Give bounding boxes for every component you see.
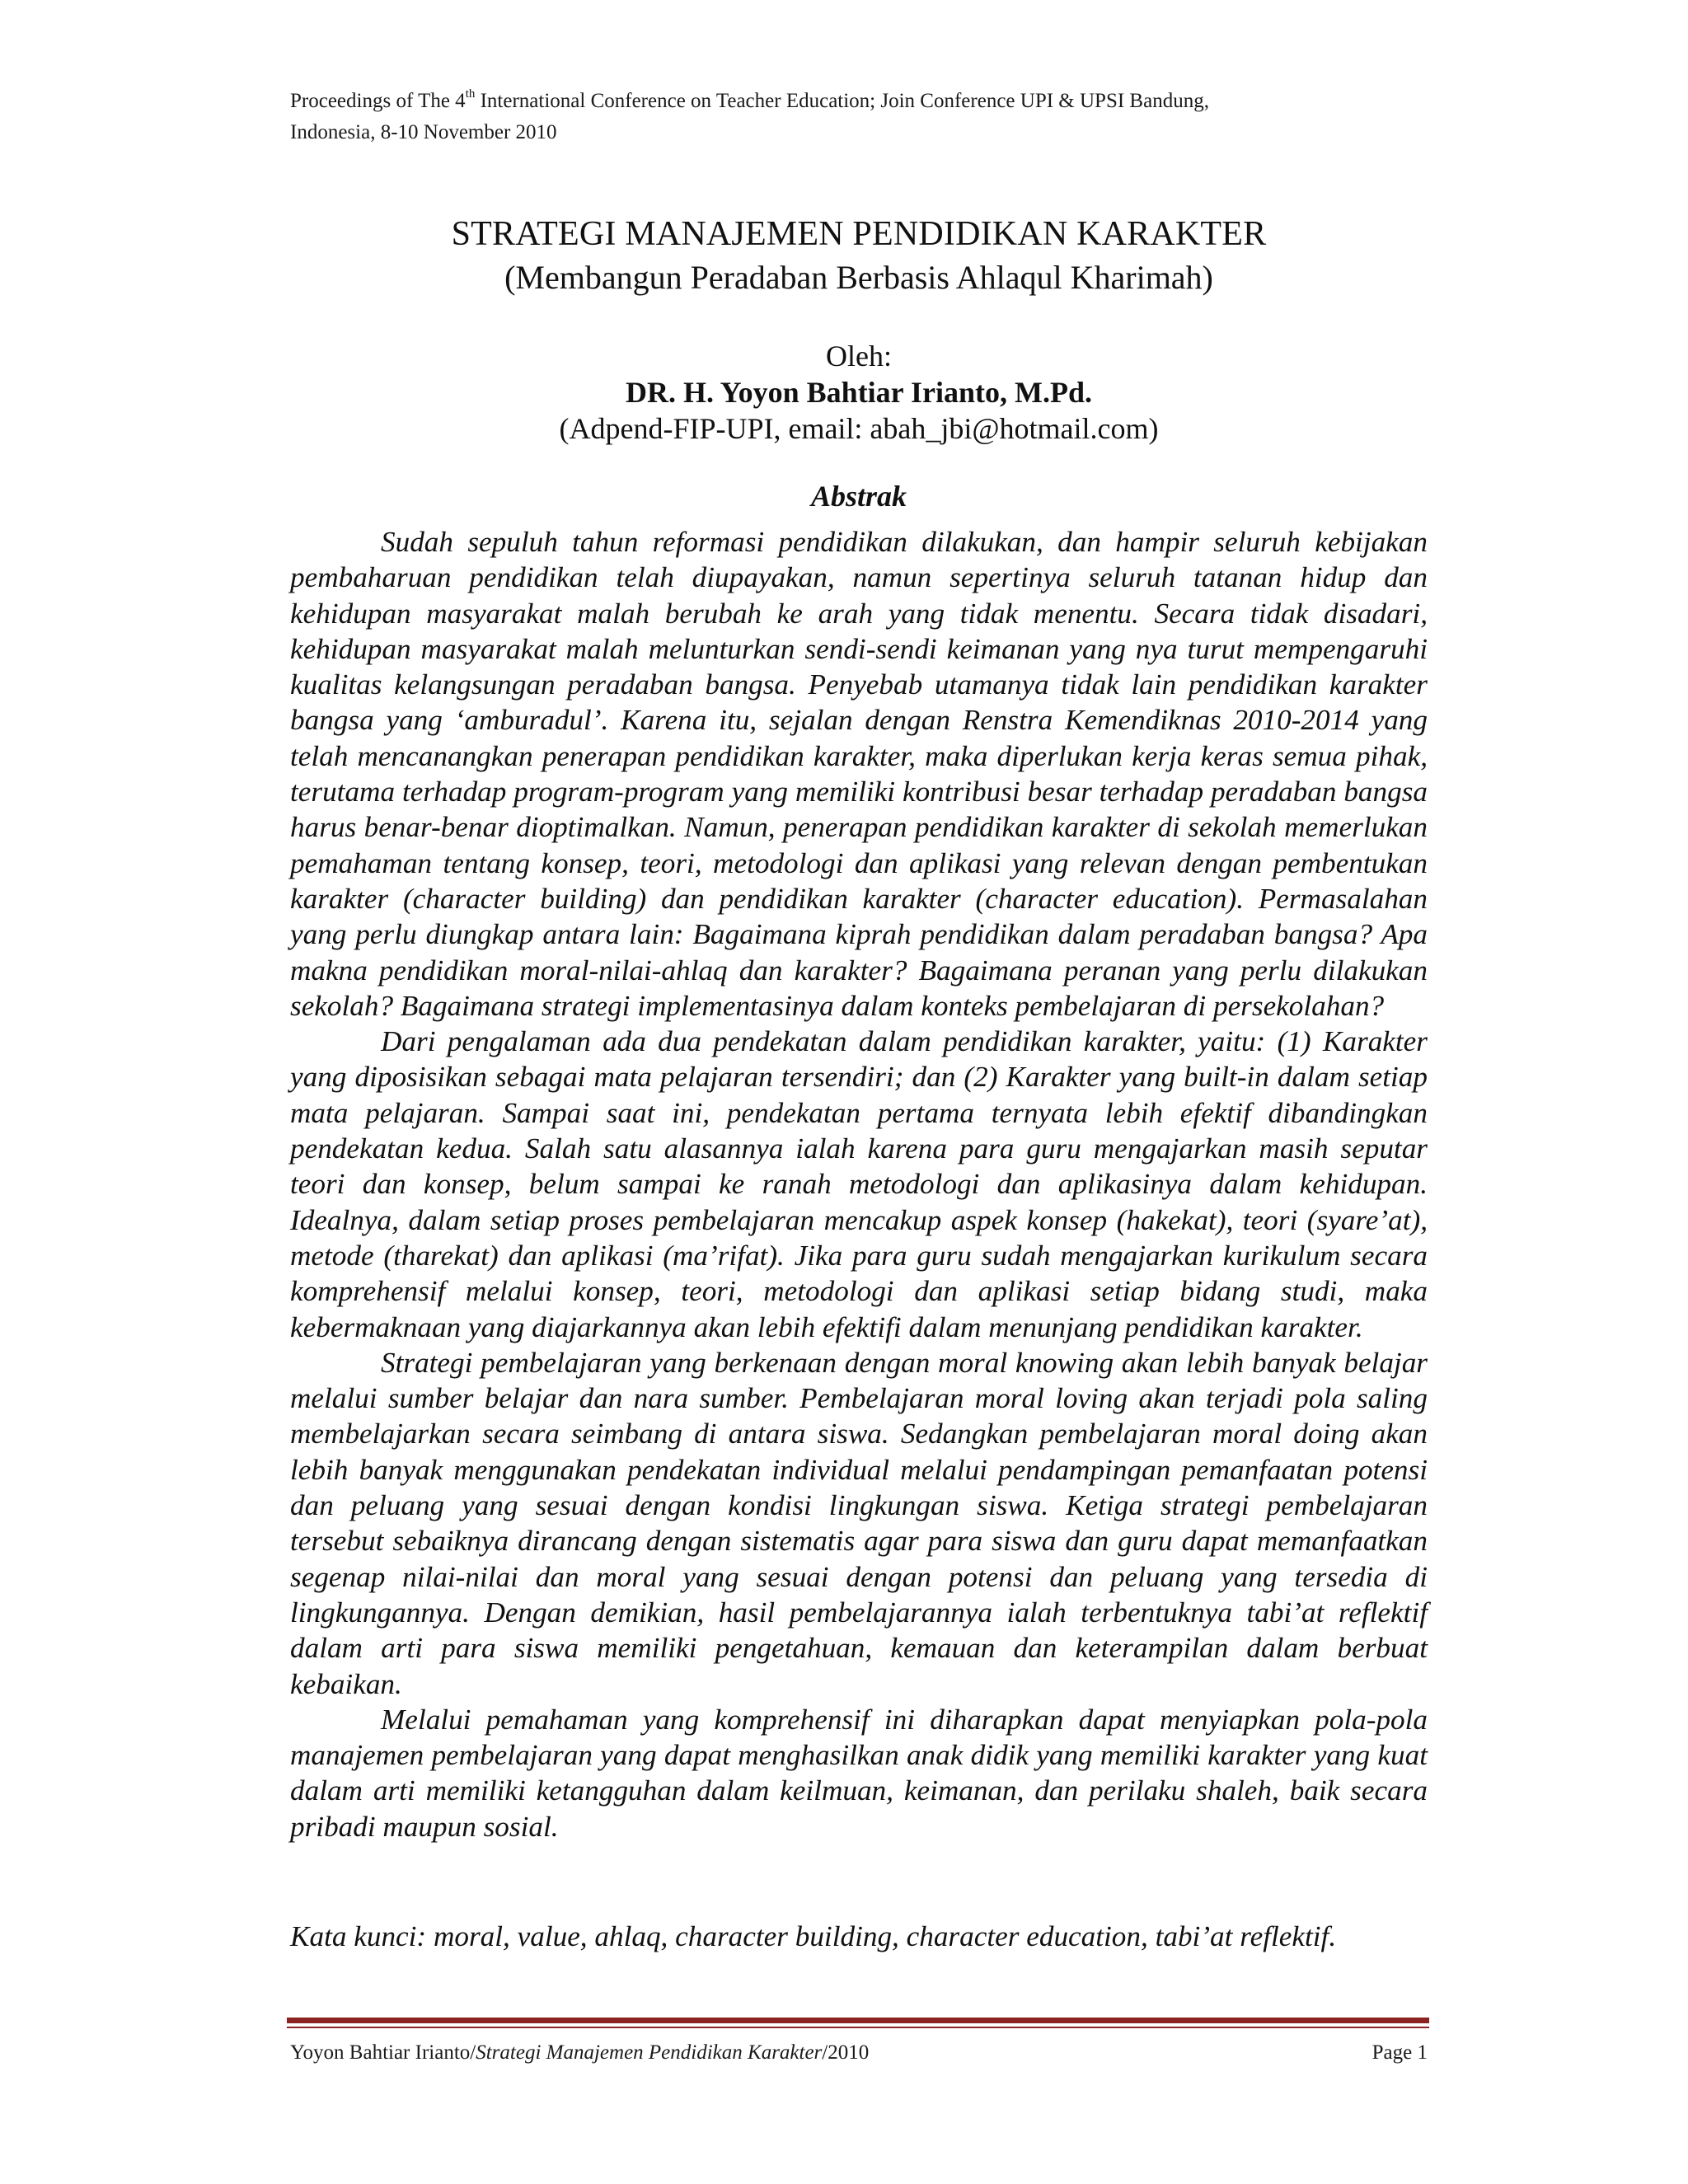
header-line-1-post: International Conference on Teacher Education; Join Conference UPI & UPSI Bandung, — [475, 90, 1209, 112]
header-line-1-pre: Proceedings of The 4 — [290, 90, 466, 112]
header-line-2: Indonesia, 8-10 November 2010 — [290, 121, 557, 143]
running-header — [290, 86, 1428, 148]
byline-label: Oleh: — [826, 340, 892, 373]
footer-citation — [290, 2039, 869, 2067]
author-name: DR. H. Yoyon Bahtiar Irianto, M.Pd. — [625, 376, 1093, 409]
footer-author: Yoyon Bahtiar Irianto/ — [290, 2041, 476, 2064]
header-line-1 — [290, 86, 1428, 117]
paper-subtitle: (Membangun Peradaban Berbasis Ahlaqul Kharimah) — [504, 259, 1213, 296]
footer-title: Strategi Manajemen Pendidikan Karakter — [476, 2041, 823, 2064]
keywords: Kata kunci: moral, value, ahlaq, character building, character education, tabi’at reflektif. — [290, 1920, 1337, 1952]
abstract-body — [290, 524, 1428, 1844]
page-number: Page 1 — [1372, 2041, 1428, 2064]
header-superscript: th — [465, 87, 476, 101]
footer-rule-thin — [287, 2027, 1429, 2028]
footer-year: /2010 — [822, 2041, 870, 2064]
paper-title: STRATEGI MANAJEMEN PENDIDIKAN KARAKTER — [451, 215, 1267, 253]
title-block — [290, 213, 1428, 514]
abstract-paragraph: Strategi pembelajaran yang berkenaan dengan moral knowing akan lebih banyak belajar melalui sumber belajar dan nara sumber. Pembelajaran moral loving akan terjadi pola saling membelajarkan secara seimbang di antara siswa. Sedangkan pembelajaran moral doing akan lebih banyak menggunakan pendekatan individual melalui pendampingan pemanfaatan potensi dan peluang yang sesuai dengan kondisi lingkungan siswa. Ketiga strategi pembelajaran tersebut sebaiknya dirancang dengan sistematis agar para siswa dan guru dapat memanfaatkan segenap nilai-nilai dan moral yang sesuai dengan potensi dan peluang yang tersedia di lingkungannya. Dengan demikian, hasil pembelajarannya ialah terbentuknya tabi’at reflektif dalam arti para siswa memiliki pengetahuan, kemauan dan keterampilan dalam berbuat kebaikan. — [290, 1346, 1428, 1700]
abstract-heading: Abstrak — [810, 480, 907, 513]
running-footer — [290, 2039, 1428, 2067]
author-affiliation: (Adpend-FIP-UPI, email: abah_jbi@hotmail.com) — [559, 412, 1159, 445]
abstract-paragraph: Dari pengalaman ada dua pendekatan dalam pendidikan karakter, yaitu: (1) Karakter yang diposisikan sebagai mata pelajaran tersendiri; dan (2) Karakter yang built-in dalam setiap mata pelajaran. Sampai saat ini, pendekatan pertama ternyata lebih efektif dibandingkan pendekatan kedua. Salah satu alasannya ialah karena para guru mengajarkan masih seputar teori dan konsep, belum sampai ke ranah metodologi dan aplikasinya dalam kehidupan. Idealnya, dalam setiap proses pembelajaran mencakup aspek konsep (hakekat), teori (syare’at), metode (tharekat) dan aplikasi (ma’rifat). Jika para guru sudah mengajarkan kurikulum secara komprehensif melalui konsep, teori, metodologi dan aplikasi setiap bidang studi, maka kebermaknaan yang diajarkannya akan lebih efektifi dalam menunjang pendidikan karakter. — [290, 1025, 1428, 1343]
footer-rule-thick — [287, 2018, 1429, 2023]
abstract-paragraph: Melalui pemahaman yang komprehensif ini diharapkan dapat menyiapkan pola-pola manajemen pembelajaran yang dapat menghasilkan anak didik yang memiliki karakter yang kuat dalam arti memiliki ketangguhan dalam keilmuan, keimanan, dan perilaku shaleh, baik secara pribadi maupun sosial. — [290, 1703, 1428, 1843]
abstract-paragraph: Sudah sepuluh tahun reformasi pendidikan dilakukan, dan hampir seluruh kebijakan pembaharuan pendidikan telah diupayakan, namun sepertinya seluruh tatanan hidup dan kehidupan masyarakat malah berubah ke arah yang tidak menentu. Secara tidak disadari, kehidupan masyarakat malah melunturkan sendi-sendi keimanan yang nya turut mempengaruhi kualitas kelangsungan peradaban bangsa. Penyebab utamanya tidak lain pendidikan karakter bangsa yang ‘amburadul’. Karena itu, sejalan dengan Renstra Kemendiknas 2010-2014 yang telah mencanangkan penerapan pendidikan karakter, maka diperlukan kerja keras semua pihak, terutama terhadap program-program yang memiliki kontribusi besar terhadap peradaban bangsa harus benar-benar dioptimalkan. Namun, penerapan pendidikan karakter di sekolah memerlukan pemahaman tentang konsep, teori, metodologi dan aplikasi yang relevan dengan pembentukan karakter (character building) dan pendidikan karakter (character education). Permasalahan yang perlu diungkap antara lain: Bagaimana kiprah pendidikan dalam peradaban bangsa? Apa makna pendidikan moral-nilai-ahlaq dan karakter? Bagaimana peranan yang perlu dilakukan sekolah? Bagaimana strategi implementasinya dalam konteks pembelajaran di persekolahan? — [290, 526, 1428, 1022]
